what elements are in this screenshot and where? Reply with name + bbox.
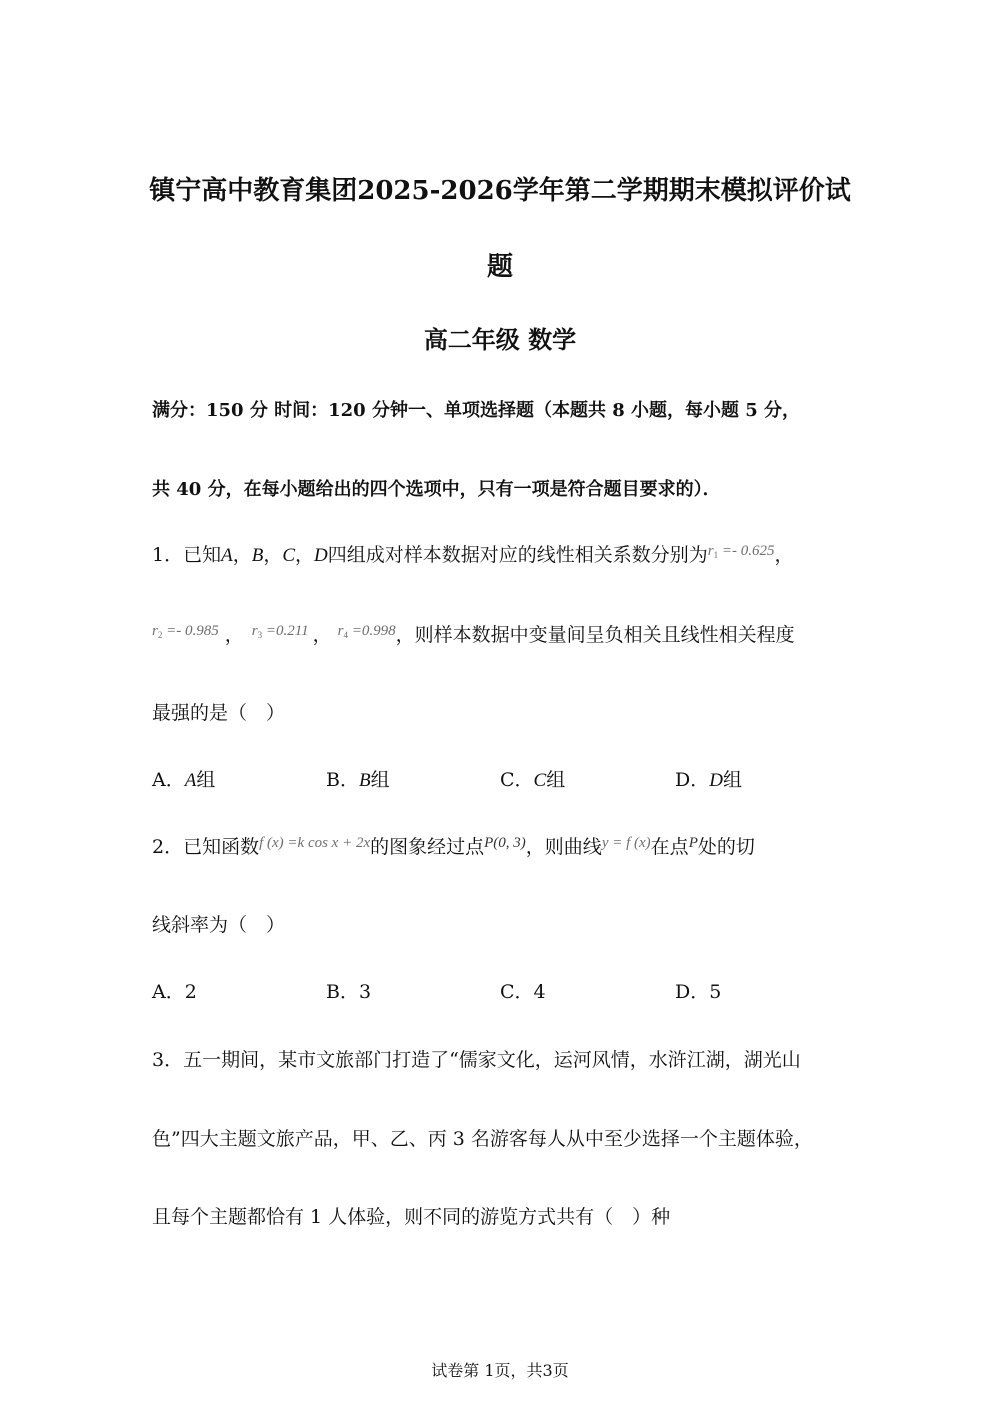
option-label: B． <box>326 981 359 1003</box>
q1-option-a[interactable] <box>152 765 215 792</box>
q2-text3: 在点 <box>650 836 689 858</box>
q2-option-a[interactable] <box>152 977 197 1004</box>
page-title-line2: 题 <box>486 252 513 282</box>
r-symbol: r <box>337 623 344 639</box>
q1-var-c: C <box>282 545 296 566</box>
q3-line2: 色”四大主题文旅产品，甲、乙、丙 3 名游客每人从中至少选择一个主题体验， <box>152 1128 813 1150</box>
r-subscript: 2 <box>157 630 163 640</box>
q1-var-d: D <box>314 545 328 566</box>
r-value: =0.211 <box>262 623 309 639</box>
q1-line3: 最强的是（ ） <box>152 702 286 724</box>
q1-lead: 1．已知 <box>152 544 222 566</box>
q1-r1-formula <box>708 543 775 559</box>
q1-line1 <box>152 540 794 567</box>
q1-comma: ， <box>312 624 332 646</box>
q1-option-b[interactable] <box>326 765 390 792</box>
q2-lead: 2．已知函数 <box>152 836 260 858</box>
option-suffix: 组 <box>722 769 742 791</box>
instructions-line2: 共 40 分，在每小题给出的四个选项中，只有一项是符合题目要求的）． <box>152 479 721 500</box>
r-value: =- 0.625 <box>718 543 775 559</box>
q2-line2: 线斜率为（ ） <box>152 914 286 936</box>
option-var: A <box>184 770 197 791</box>
q2-option-b[interactable] <box>326 977 371 1004</box>
q2-text2: ，则曲线 <box>525 836 602 858</box>
q2-p-symbol: P <box>688 835 698 851</box>
q1-sep: ， <box>232 544 252 566</box>
page-footer: 试卷第 1页，共3页 <box>431 1361 569 1380</box>
q1-option-c[interactable] <box>500 765 565 792</box>
q1-sep: ， <box>295 544 315 566</box>
q1-text1: 四组成对样本数据对应的线性相关系数分别为 <box>327 544 708 566</box>
q2-text1: 的图象经过点 <box>370 836 485 858</box>
option-label: A． <box>152 769 185 791</box>
q1-r2-formula <box>152 623 219 639</box>
instructions-line1: 满分：150 分 时间：120 分钟一、单项选择题（本题共 8 小题，每小题 5 分， <box>152 400 801 421</box>
r-subscript: 4 <box>343 630 348 640</box>
q1-option-d[interactable] <box>675 765 742 792</box>
option-var: D <box>709 770 723 791</box>
q2-line1 <box>152 832 755 859</box>
option-var: B <box>358 770 371 791</box>
option-value: 4 <box>533 981 546 1003</box>
option-suffix: 组 <box>546 769 566 791</box>
option-value: 3 <box>358 981 372 1003</box>
option-suffix: 组 <box>370 769 390 791</box>
option-value: 2 <box>184 981 197 1003</box>
q1-r3-formula <box>252 623 309 639</box>
option-label: A． <box>152 981 185 1003</box>
page-subtitle: 高二年级 数学 <box>423 325 577 354</box>
q2-options <box>0 977 1000 1007</box>
option-label: B． <box>326 769 359 791</box>
q2-curve-formula: y = f (x) <box>601 835 651 851</box>
q1-line2 <box>152 620 795 647</box>
option-label: D． <box>675 769 710 791</box>
option-label: C． <box>500 769 534 791</box>
option-var: C <box>533 770 547 791</box>
q1-comma: ， <box>224 624 244 646</box>
r-value: =0.998 <box>347 623 396 639</box>
q3-line1: 3．五一期间，某市文旅部门打造了“儒家文化，运河风情，水浒江湖，湖光山 <box>152 1049 801 1071</box>
option-value: 5 <box>709 981 722 1003</box>
q2-option-d[interactable] <box>675 977 721 1004</box>
q1-var-a: A <box>221 545 233 566</box>
q1-text2: ，则样本数据中变量间呈负相关且线性相关程度 <box>395 624 795 646</box>
q3-line3: 且每个主题都恰有 1 人体验，则不同的游览方式共有（ ）种 <box>152 1206 671 1228</box>
r-symbol: r <box>707 543 714 559</box>
q2-option-c[interactable] <box>500 977 546 1004</box>
option-label: C． <box>500 981 534 1003</box>
r-value: =- 0.985 <box>162 623 219 639</box>
q1-r4-formula <box>338 623 396 639</box>
r-subscript: 1 <box>713 550 719 560</box>
option-suffix: 组 <box>196 769 216 791</box>
q1-var-b: B <box>251 545 264 566</box>
q2-text4: 处的切 <box>697 836 755 858</box>
q1-sep: ， <box>263 544 283 566</box>
q1-options <box>0 765 1000 795</box>
r-symbol: r <box>251 623 258 639</box>
q2-point-formula: P(0, 3) <box>484 835 526 851</box>
option-label: D． <box>675 981 710 1003</box>
page-title-line1: 镇宁高中教育集团2025-2026学年第二学期期末模拟评价试 <box>149 176 851 206</box>
q2-function-formula: f (x) =k cos x + 2x <box>259 835 371 851</box>
q1-comma: ， <box>774 544 794 566</box>
r-subscript: 3 <box>257 630 263 640</box>
r-symbol: r <box>152 623 158 639</box>
